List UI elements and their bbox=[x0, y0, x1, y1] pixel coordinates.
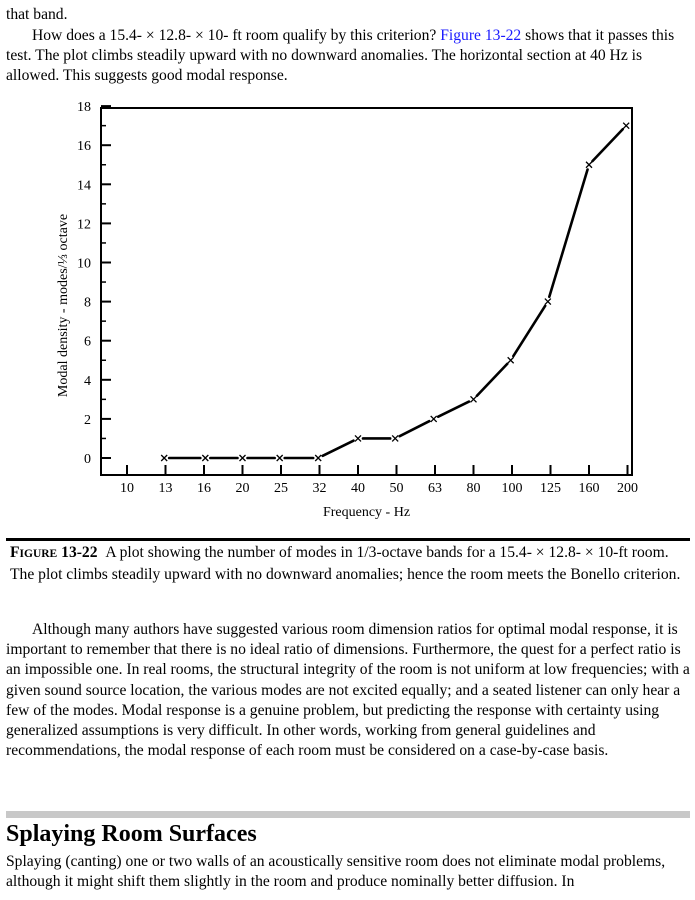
paragraph-intro bbox=[6, 26, 690, 87]
series-segment bbox=[513, 306, 545, 356]
x-tick-label: 40 bbox=[351, 481, 365, 496]
figure-link[interactable]: Figure 13-22 bbox=[440, 27, 522, 44]
x-tick-label: 100 bbox=[501, 481, 523, 496]
paragraph-last: Splaying (canting) one or two walls of an acoustically sensitive room does not eliminate modal problems, although it might shift them slightly in the room and produce nominally better diffusion. In bbox=[6, 853, 666, 891]
y-tick-label: 8 bbox=[84, 295, 91, 311]
x-tick-label: 50 bbox=[389, 481, 404, 496]
series-segment bbox=[592, 129, 622, 161]
x-tick-label: 13 bbox=[158, 481, 173, 496]
plot-frame bbox=[101, 108, 632, 475]
caption-text: A plot showing the number of modes in 1/3-octave bands for a 15.4- × 12.8- × 10-ft room. The plot climbs steadily upward with no downward anomalies; hence the room meets the Bonello criterion. bbox=[10, 544, 681, 583]
data-point bbox=[392, 435, 398, 441]
y-tick-label: 4 bbox=[84, 373, 91, 389]
data-point bbox=[161, 455, 167, 461]
caption-label: FIGURE 13-22 bbox=[10, 544, 98, 561]
y-tick-label: 2 bbox=[84, 412, 91, 428]
y-tick-label: 0 bbox=[84, 452, 91, 467]
series-segment bbox=[438, 402, 469, 417]
x-tick-label: 125 bbox=[540, 481, 561, 496]
data-point bbox=[315, 455, 321, 461]
figure-caption bbox=[10, 543, 688, 584]
section-divider bbox=[6, 811, 690, 818]
x-tick-label: 63 bbox=[428, 481, 442, 496]
section-heading: Splaying Room Surfaces bbox=[6, 821, 257, 847]
modal-density-chart bbox=[0, 94, 695, 526]
intro-text-rest: shows that it passes this test. The plot climbs steadily upward with no downward anomalies. The horizontal section at 40 Hz is allowed. This suggests good modal response. bbox=[6, 27, 675, 85]
x-tick-label: 20 bbox=[235, 481, 250, 496]
x-axis-title: Frequency - Hz bbox=[322, 505, 411, 520]
data-point bbox=[586, 162, 592, 168]
data-point bbox=[277, 455, 283, 461]
y-tick-label: 12 bbox=[77, 217, 91, 233]
data-point bbox=[545, 299, 551, 305]
series-segment bbox=[477, 364, 507, 396]
data-point bbox=[623, 123, 629, 129]
y-tick-label: 16 bbox=[77, 139, 91, 155]
x-tick-label: 16 bbox=[197, 481, 211, 496]
x-tick-label: 10 bbox=[120, 481, 134, 496]
y-tick-label: 6 bbox=[84, 334, 91, 350]
y-tick-label: 18 bbox=[77, 100, 91, 116]
data-point bbox=[355, 435, 361, 441]
data-point bbox=[202, 455, 208, 461]
data-point bbox=[471, 396, 477, 402]
x-tick-label: 160 bbox=[578, 481, 600, 496]
paragraph-top: that band. bbox=[6, 6, 68, 23]
y-tick-label: 14 bbox=[77, 178, 91, 194]
data-point bbox=[240, 455, 246, 461]
x-tick-label: 25 bbox=[274, 481, 288, 496]
y-tick-label: 10 bbox=[77, 256, 91, 272]
data-point bbox=[431, 416, 437, 422]
data-point bbox=[508, 357, 514, 363]
y-axis-title: Modal density - modes/⅓ octave bbox=[56, 213, 71, 398]
x-tick-label: 200 bbox=[617, 481, 638, 496]
caption-rule bbox=[6, 538, 690, 541]
x-tick-label: 32 bbox=[312, 481, 327, 496]
intro-text: How does a 15.4- × 12.8- × 10- ft room qualify by this criterion? bbox=[32, 27, 437, 44]
x-tick-label: 80 bbox=[466, 481, 481, 496]
series-segment bbox=[549, 170, 587, 297]
series-segment bbox=[400, 421, 430, 436]
figure-13-22 bbox=[0, 94, 695, 526]
paragraph-body: Although many authors have suggested various room dimension ratios for optimal modal response, it is important to remember that there is no ideal ratio of dimensions. Furthermore, the quest for a perfect ratio is an impossible one. In real rooms, the structural integrity of the room is not uniform at low frequencies; with a given sound source location, the various modes are not excited equally; and a seated listener can only hear a few of the modes. Modal response is a genuine problem, but predicting the response with certainty using generalized assumptions is very difficult. In other words, working from general guidelines and recommendations, the modal response of each room must be considered on a case-by-case basis. bbox=[6, 621, 690, 760]
series-segment bbox=[323, 441, 354, 456]
